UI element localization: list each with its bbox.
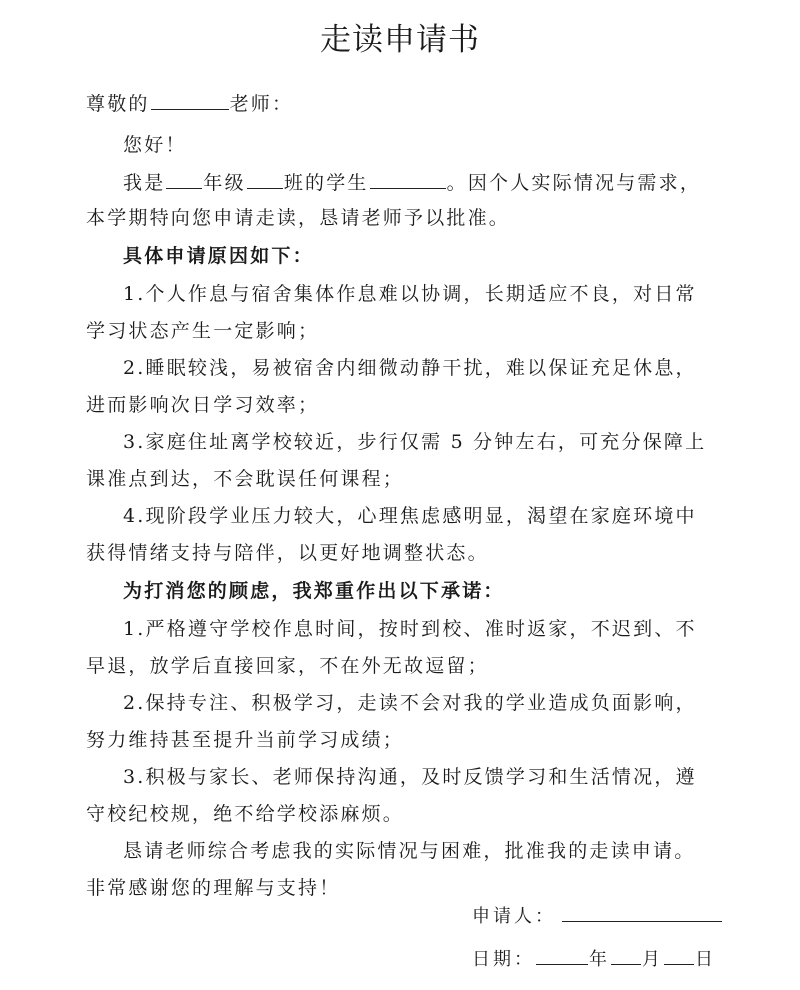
promise-2-line-2: 努力维持甚至提升当前学习成绩；: [86, 729, 405, 751]
day-label: 日: [695, 949, 716, 970]
reason-4-line-1: 4.现阶段学业压力较大，心理焦虑感明显，渴望在家庭环境中: [123, 505, 697, 527]
date-row: [472, 945, 716, 971]
promise-1-line-1: 1.严格遵守学校作息时间，按时到校、准时返家，不迟到、不: [123, 618, 697, 640]
class-blank[interactable]: [247, 170, 283, 189]
salutation: [86, 89, 726, 116]
intro-line-1: [123, 168, 763, 195]
applicant-label: 申请人：: [472, 906, 556, 927]
promise-1-line-2: 早退，放学后直接回家，不在外无故逗留；: [86, 655, 489, 677]
teacher-name-blank[interactable]: [151, 91, 229, 110]
greeting: 您好！: [123, 134, 187, 156]
year-label: 年: [589, 949, 610, 970]
reason-4-line-2: 获得情绪支持与陪伴，以更好地调整状态。: [86, 542, 489, 564]
applicant-signature-blank[interactable]: [562, 903, 722, 922]
salutation-prefix: 尊敬的: [86, 93, 150, 115]
salutation-suffix: 老师：: [229, 93, 294, 115]
intro-line-2: 本学期特向您申请走读，恳请老师予以批准。: [86, 207, 511, 229]
closing-line-1: 恳请老师综合考虑我的实际情况与困难，批准我的走读申请。: [123, 840, 696, 862]
promise-3-line-2: 守校纪校规，绝不给学校添麻烦。: [86, 803, 405, 825]
month-blank[interactable]: [611, 946, 641, 965]
reason-1-line-2: 学习状态产生一定影响；: [86, 320, 320, 342]
document-title: 走读申请书: [320, 22, 480, 58]
reasons-heading: 具体申请原因如下：: [123, 245, 314, 267]
applicant-signature: [472, 902, 723, 928]
month-label: 月: [642, 949, 663, 970]
reason-3-line-2: 课准点到达，不会耽误任何课程；: [86, 468, 405, 490]
student-name-blank[interactable]: [370, 170, 446, 189]
promise-3-line-1: 3.积极与家长、老师保持沟通，及时反馈学习和生活情况，遵: [123, 766, 697, 788]
intro-text: 班的学生: [283, 172, 369, 194]
closing-line-2: 非常感谢您的理解与支持！: [86, 877, 341, 899]
reason-1-line-1: 1.个人作息与宿舍集体作息难以协调，长期适应不良，对日常: [123, 283, 697, 305]
promises-heading: 为打消您的顾虑，我郑重作出以下承诺：: [123, 580, 505, 602]
reason-3-line-1: 3.家庭住址离学校较近，步行仅需 5 分钟左右，可充分保障上: [123, 431, 707, 453]
promise-2-line-1: 2.保持专注、积极学习，走读不会对我的学业造成负面影响，: [123, 692, 697, 714]
reason-2-line-1: 2.睡眠较浅，易被宿舍内细微动静干扰，难以保证充足休息，: [123, 357, 697, 379]
intro-text: 年级: [203, 172, 246, 194]
date-label: 日期：: [472, 949, 535, 970]
year-blank[interactable]: [536, 946, 588, 965]
intro-text: 我是: [123, 172, 166, 194]
intro-text: 。因个人实际情况与需求，: [446, 172, 702, 194]
grade-blank[interactable]: [166, 170, 202, 189]
reason-2-line-2: 进而影响次日学习效率；: [86, 394, 320, 416]
day-blank[interactable]: [664, 946, 694, 965]
